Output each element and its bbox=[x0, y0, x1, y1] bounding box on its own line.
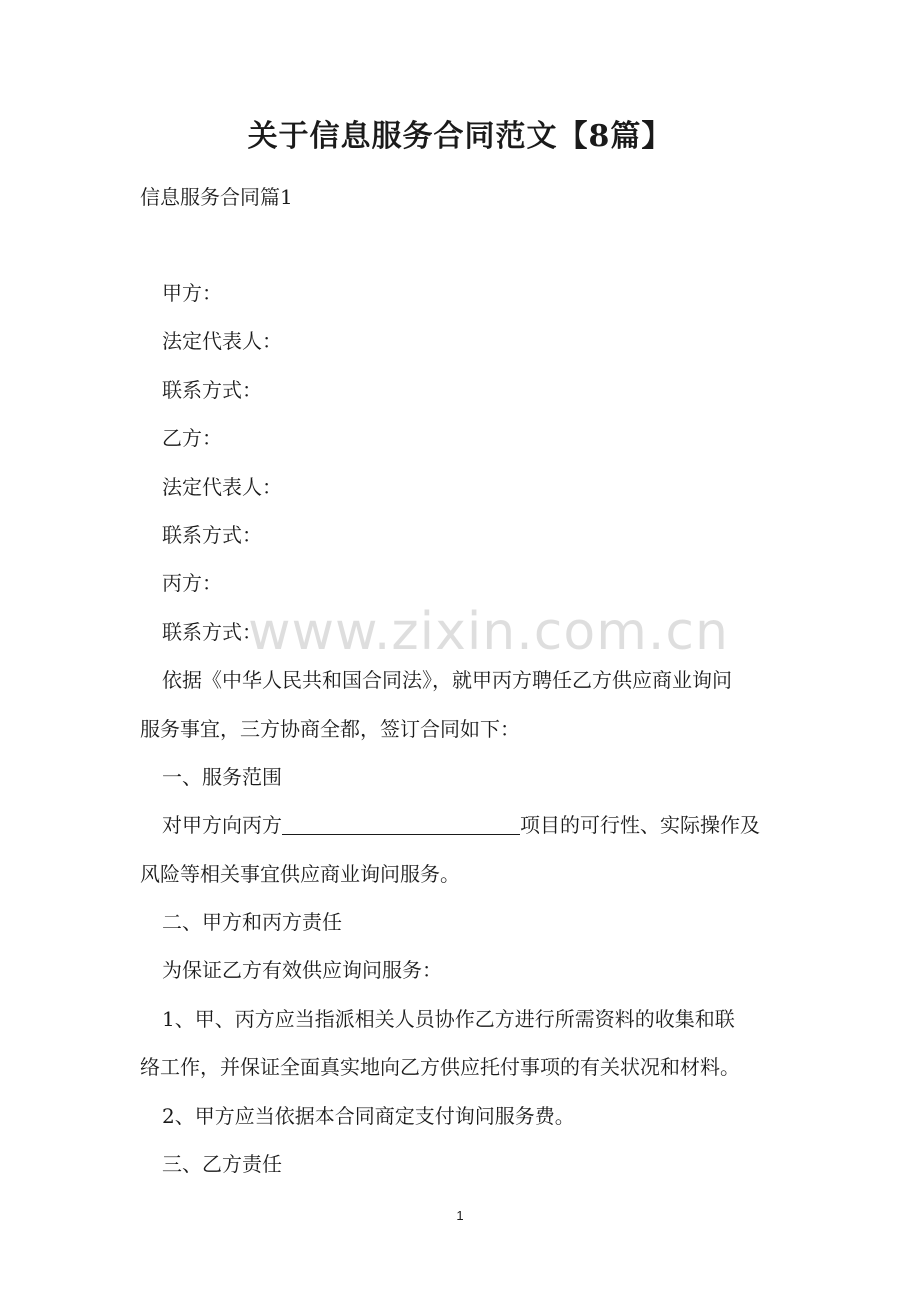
clause-heading: 二、甲方和丙方责任 bbox=[162, 910, 342, 935]
party-b-legal-rep: 法定代表人： bbox=[162, 474, 282, 499]
paragraph-line: 2、甲方应当依据本合同商定支付询问服务费。 bbox=[162, 1103, 575, 1128]
party-b-contact: 联系方式： bbox=[162, 522, 262, 547]
party-a-legal-rep: 法定代表人： bbox=[162, 329, 282, 354]
document-body bbox=[140, 275, 790, 1194]
page-number: 1 bbox=[456, 1208, 464, 1223]
section-heading: 信息服务合同篇1 bbox=[140, 185, 293, 209]
fill-in-blank[interactable] bbox=[282, 812, 520, 835]
paragraph-text: 对甲方向丙方 bbox=[162, 813, 282, 838]
paragraph-line bbox=[140, 807, 790, 843]
paragraph-line: 1、甲、丙方应当指派相关人员协作乙方进行所需资料的收集和联 bbox=[162, 1006, 735, 1031]
party-c-label: 丙方： bbox=[162, 571, 222, 596]
paragraph-line: 为保证乙方有效供应询问服务： bbox=[162, 958, 442, 983]
clause-heading: 三、乙方责任 bbox=[162, 1152, 282, 1177]
paragraph-line: 服务事宜，三方协商全都，签订合同如下： bbox=[140, 716, 520, 741]
paragraph-text: 项目的可行性、实际操作及 bbox=[520, 813, 760, 838]
paragraph-line: 依据《中华人民共和国合同法》，就甲丙方聘任乙方供应商业询问 bbox=[162, 668, 732, 693]
party-c-contact: 联系方式： bbox=[162, 619, 262, 644]
document-title: 关于信息服务合同范文【8篇】 bbox=[247, 119, 673, 154]
watermark: www.zixin.com.cn bbox=[248, 602, 729, 662]
party-a-label: 甲方： bbox=[162, 281, 222, 305]
paragraph-line: 风险等相关事宜供应商业询问服务。 bbox=[140, 861, 460, 886]
paragraph-line: 络工作，并保证全面真实地向乙方供应托付事项的有关状况和材料。 bbox=[140, 1055, 740, 1080]
party-a-contact: 联系方式： bbox=[162, 377, 262, 402]
clause-heading: 一、服务范围 bbox=[162, 764, 282, 789]
party-b-label: 乙方： bbox=[162, 426, 222, 451]
